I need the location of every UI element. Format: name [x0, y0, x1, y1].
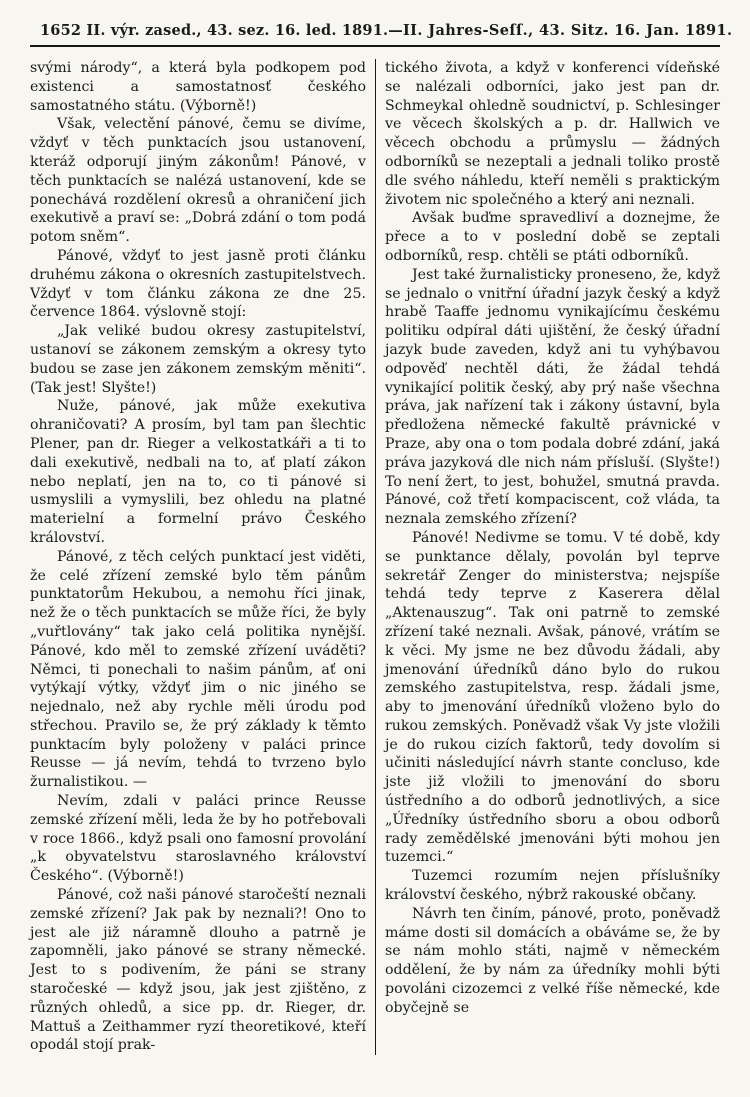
paragraph: Pánové! Nedivme se tomu. V té době, kdy se punktance dělaly, povolán byl teprve sekretář Zenger do ministerstva; nejspíše tehdá tedy teprve z Kaserera dělal „Aktenauszug“. Tak oni patrně to zemské zřízení také neznali. Avšak, pánové, vrátím se k věci. My jsme ne bez důvodu žádali, aby jmenování úředníků dáno bylo do rukou zemského zastupitelstva, resp. žádali jsme, aby to jmenování úředníků vloženo bylo do rukou zemských. Poněvadž však Vy jste vložili je do rukou cizích faktorů, tedy dovolím si učiniti následující návrh stante concluso, kde jste již vložili to jmenování do sboru ústředního a do odborů jednotlivých, a sice „Úředníky ústředního sboru a obou odborů rady zemědělské jmenováni býti mohou jen tuzemci.“: [385, 529, 720, 866]
paragraph: Pánové, což naši pánové staročeští neznali zemské zřízení? Jak pak by neznali?! Ono to jest ale již náramně dlouho a patrně je zapomněli, jako pánové se strany německé. Jest to s podivením, že páni se strany staročeské — když jsou, jak jest zjištěno, z různých ohledů, a sice pp. dr. Rieger, dr. Mattuš a Zeithammer ryzí theoretikové, kteří opodál stojí prak-: [30, 887, 366, 1054]
paragraph: Jest také žurnalisticky proneseno, že, když se jednalo o vnitřní úřadní jazyk český a když hrabě Taaffe jednomu vynikajícímu českému politiku odpíral dáti ujištění, že český úřadní jazyk bude zaveden, když ani tu vyhýbavou odpověď nechtěl dáti, že žádal tehdá vynikající politik český, aby prý naše všechna práva, jak nařízení tak i zákony ústavní, byla předložena německé fakultě právnické v Praze, aby ona o tom podala dobré zdání, jaká práva jazyková dle nich nám přísluší. (Slyšte!) To není žert, to jest, bohužel, smutná pravda. Pánové, což třetí kompaciscent, což vláda, ta neznala zemského zřízení?: [385, 266, 720, 528]
left-column: [30, 59, 375, 1055]
page-header: [30, 22, 733, 45]
paragraph: tického života, a když v konferenci vídeňské se nalézali odborníci, jako jest pan dr. Schmeykal ohledně soudnictví, p. Schlesinger ve věcech školských a p. dr. Hallwich ve věcech obchodu a průmyslu — žádných odborníků se nezeptali a jednali toliko prostě dle svého náhledu, kteří neměli s praktickým životem nic společného a který ani neznali.: [385, 60, 720, 208]
header-rule: [30, 45, 720, 47]
header-german-session-info: II. Jahres-Seſſ., 43. Sitz. 16. Jan. 1891.: [402, 22, 733, 39]
header-separator-dash: —: [388, 22, 403, 39]
paragraph: Nevím, zdali v paláci prince Reusse zemské zřízení měli, leda že by ho potřebovali v roce 1866., když psali ono famosní provolání „k obyvatelstvu staroslavného království Českého“. (Výborně!): [30, 793, 366, 885]
text-columns: [30, 59, 720, 1055]
paragraph: Pánové, vždyť to jest jasně proti článku druhému zákona o okresních zastupitelstvech. Vždyť v tom článku zákona ze dne 25. července 1864. výslovně stojí:: [30, 247, 366, 321]
paragraph: Pánové, z těch celých punktací jest viděti, že celé zřízení zemské bylo těm pánům punktatorům Hekubou, a nemohu říci jinak, než že o těch punktacích se může říci, že byly „vuřtlovány“ tak jako celá politika nynější. Pánové, kdo měl to zemské zřízení uváděti? Němci, ti ponechali to našim pánům, ať oni vytýkají výtky, vždyť jim o nic jiného se nejednalo, než aby rychle měli úrodu pod střechou. Pravilo se, že prý základy k těmto punktacím byly položeny v paláci prince Reusse — já nevím, tehdá to tvrzeno bylo žurnalistikou. —: [30, 548, 366, 791]
paragraph: Návrh ten činím, pánové, proto, poněvadž máme dosti sil domácích a obáváme se, že by se nám mohlo státi, najmě v německém oddělení, že by nám za úředníky mohli býti povoláni cizozemci z velké říše německé, kde obyčejně se: [385, 905, 720, 1016]
header-czech-session-info: 1652 II. výr. zased., 43. sez. 16. led. 1891.: [40, 22, 389, 39]
paragraph: „Jak veliké budou okresy zastupitelství, ustanoví se zákonem zemským a okresy tyto budou se zase jen zákonem zemským měniti“. (Tak jest! Slyšte!): [30, 323, 366, 396]
paragraph: svými národy“, a která byla podkopem pod existenci a samostatnosť českého samostatného státu. (Výborně!): [30, 60, 366, 114]
paragraph: Však, velectění pánové, čemu se divíme, vždyť v těch punktacích jsou ustanovení, kteráž odporují jiným zákonům! Pánové, v těch punktacích se nalézá ustanovení, kde se ponechává rozdělení okresů a ohraničení jich exekutivě a praví se: „Dobrá zdání o tom podá potom sněm“.: [30, 116, 366, 246]
right-column: [375, 59, 720, 1055]
paragraph: Nuže, pánové, jak může exekutiva ohraničovati? A prosím, byl tam pan šlechtic Plener, pan dr. Rieger a velkostatkáři a ti to dali exekutivě, nedbali na to, ať platí zákon nebo neplatí, jen na to, co ti pánové si usmyslili a vymyslili, bez ohledu na platné materielní a formelní právo Českého království.: [30, 398, 366, 546]
paragraph: Tuzemci rozumím nejen příslušníky království českého, nýbrž rakouské občany.: [385, 868, 720, 904]
paragraph: Avšak buďme spravedliví a doznejme, že přece a to v poslední době se zeptali odborníků, resp. chtěli se ptáti odborníků.: [385, 210, 720, 264]
